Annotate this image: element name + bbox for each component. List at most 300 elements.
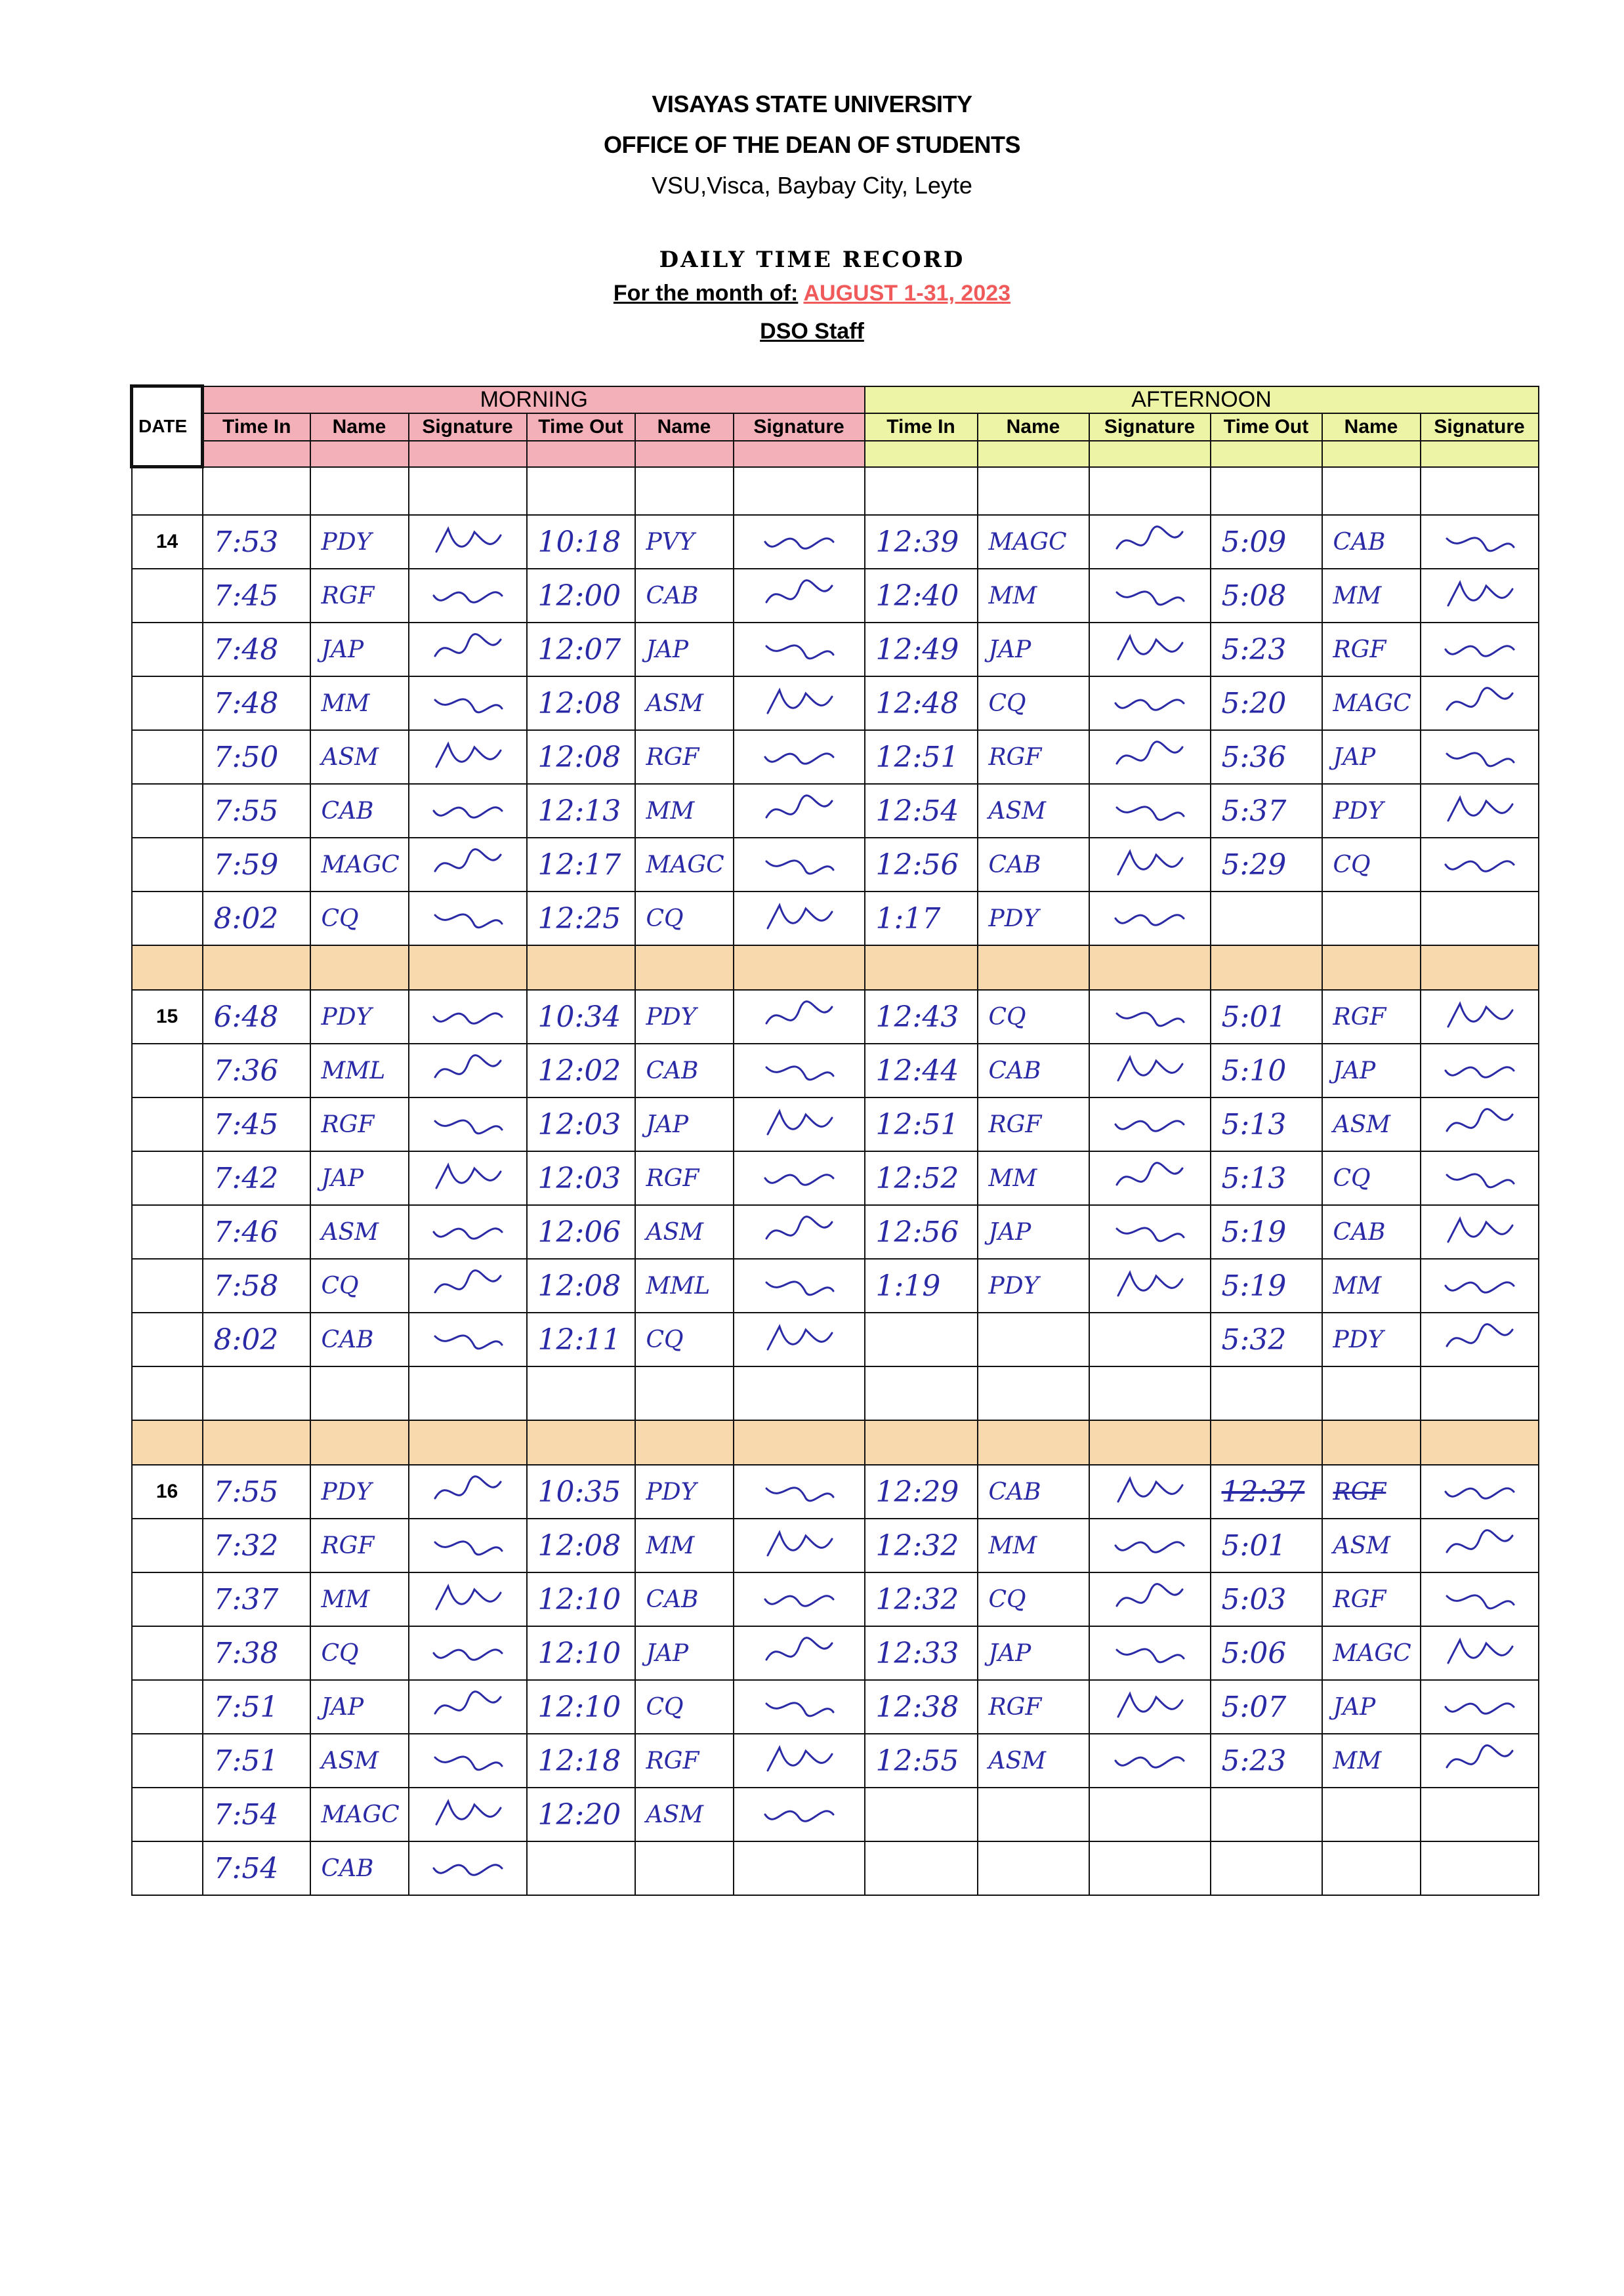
time-in-cell: 1:17 [865, 892, 978, 945]
signature-cell [734, 1366, 865, 1420]
name-cell: PDY [310, 990, 409, 1044]
date-cell-empty [132, 730, 203, 784]
date-cell-empty [132, 1366, 203, 1420]
signature-cell [1089, 1734, 1211, 1788]
band-cell [865, 441, 978, 467]
name-cell [1322, 1788, 1421, 1841]
spacer-row [132, 467, 1539, 516]
time-in-cell: 7:55 [203, 1465, 310, 1519]
signature-stroke [1115, 700, 1184, 710]
signature-scribble [1440, 576, 1519, 615]
month-line [0, 281, 1624, 306]
name-cell: RGF [978, 1097, 1089, 1151]
spacer-cell [734, 467, 865, 516]
signature-scribble [1440, 1580, 1519, 1619]
time-in-cell: 12:40 [865, 569, 978, 623]
signature-cell [1089, 1572, 1211, 1626]
signature-stroke [765, 1596, 833, 1607]
signature-stroke [1447, 1595, 1514, 1609]
signature-scribble [760, 1051, 839, 1090]
signature-cell [1089, 569, 1211, 623]
signature-stroke [436, 1801, 501, 1824]
signature-scribble [760, 997, 839, 1036]
name-cell: CQ [1322, 1151, 1421, 1205]
signature-stroke [1115, 915, 1184, 926]
table-row [132, 1465, 1539, 1519]
signature-scribble [428, 997, 507, 1036]
address: VSU,Visca, Baybay City, Leyte [652, 172, 972, 199]
office-name: OFFICE OF THE DEAN OF STUDENTS [603, 131, 1020, 158]
signature-stroke [1448, 583, 1512, 605]
signature-cell [1089, 1519, 1211, 1572]
signature-cell [1089, 676, 1211, 730]
name-cell: JAP [310, 1680, 409, 1734]
table-row [132, 1788, 1539, 1841]
time-in-cell: 1:19 [865, 1259, 978, 1313]
time-out-cell: 5:01 [1211, 1519, 1322, 1572]
signature-cell [1421, 676, 1539, 730]
name-cell: MAGC [635, 838, 734, 892]
signature-scribble [760, 576, 839, 615]
name-cell: CAB [978, 1044, 1089, 1097]
time-in-cell: 12:55 [865, 1734, 978, 1788]
name-cell: MML [635, 1259, 734, 1313]
signature-scribble [760, 1795, 839, 1834]
spacer-cell [635, 1420, 734, 1465]
separator-row [132, 945, 1539, 990]
signature-stroke [1447, 753, 1514, 766]
name-cell: CAB [1322, 515, 1421, 569]
signature-stroke [766, 796, 832, 817]
signature-cell [1421, 1044, 1539, 1097]
name-cell: CAB [310, 1313, 409, 1366]
name-cell: CQ [978, 1572, 1089, 1626]
signature-cell [1421, 1151, 1539, 1205]
signature-cell [1421, 1572, 1539, 1626]
date-cell-empty [132, 784, 203, 838]
signature-cell [734, 1680, 865, 1734]
spacer-cell [1089, 1420, 1211, 1465]
signature-cell [734, 515, 865, 569]
name-cell [310, 1366, 409, 1420]
name-cell: CAB [310, 1841, 409, 1895]
date-header: DATE [132, 386, 203, 467]
time-in-cell: 12:43 [865, 990, 978, 1044]
signature-cell [1421, 1205, 1539, 1259]
name-cell: CAB [1322, 1205, 1421, 1259]
name-cell: CQ [310, 1259, 409, 1313]
signature-stroke [435, 634, 501, 656]
signature-cell [734, 1626, 865, 1680]
time-out-cell: 5:01 [1211, 990, 1322, 1044]
name-cell: RGF [310, 569, 409, 623]
signature-stroke [1446, 646, 1514, 657]
name-cell: JAP [978, 623, 1089, 676]
signature-stroke [1447, 538, 1514, 551]
band-cell [1089, 441, 1211, 467]
time-in-cell: 7:48 [203, 623, 310, 676]
signature-scribble [428, 1158, 507, 1198]
spacer-cell [734, 945, 865, 990]
signature-cell [409, 1734, 527, 1788]
time-in-cell: 12:39 [865, 515, 978, 569]
spacer-cell [1211, 945, 1322, 990]
time-in-cell: 8:02 [203, 1313, 310, 1366]
signature-stroke [435, 914, 502, 928]
time-out-cell: 5:06 [1211, 1626, 1322, 1680]
name-cell: ASM [635, 1205, 734, 1259]
separator-row [132, 1420, 1539, 1465]
signature-stroke [435, 1477, 501, 1498]
date-cell: 15 [132, 990, 203, 1044]
name-cell: MM [978, 1519, 1089, 1572]
signature-scribble [1440, 630, 1519, 669]
time-out-cell: 5:08 [1211, 569, 1322, 623]
date-cell-empty [132, 838, 203, 892]
signature-stroke [765, 1811, 833, 1822]
time-out-cell: 12:10 [527, 1572, 635, 1626]
spacer-cell [409, 467, 527, 516]
signature-stroke [1118, 1694, 1182, 1717]
name-cell: MM [1322, 1734, 1421, 1788]
signature-stroke [1118, 1057, 1182, 1080]
name-cell [1322, 1841, 1421, 1895]
time-out-cell: 5:13 [1211, 1151, 1322, 1205]
name-cell: ASM [310, 730, 409, 784]
time-out-cell: 12:10 [527, 1626, 635, 1680]
signature-cell [734, 838, 865, 892]
name-cell [978, 1313, 1089, 1366]
signature-cell [1089, 1626, 1211, 1680]
name-cell: ASM [978, 1734, 1089, 1788]
name-cell: MM [1322, 569, 1421, 623]
name-cell: CQ [310, 892, 409, 945]
signature-stroke [1447, 1174, 1514, 1187]
signature-cell [409, 676, 527, 730]
time-out-cell: 5:23 [1211, 1734, 1322, 1788]
signature-stroke [766, 1067, 833, 1080]
time-out-cell [1211, 1366, 1322, 1420]
signature-cell [409, 730, 527, 784]
time-in-cell: 7:51 [203, 1734, 310, 1788]
signature-cell [409, 838, 527, 892]
name-cell [978, 1788, 1089, 1841]
signature-stroke [436, 529, 501, 552]
time-in-cell: 7:55 [203, 784, 310, 838]
name-cell [1322, 892, 1421, 945]
spacer-cell [635, 467, 734, 516]
signature-cell [734, 1465, 865, 1519]
name-cell: RGF [635, 730, 734, 784]
table-row [132, 784, 1539, 838]
name-cell: CQ [635, 1313, 734, 1366]
time-in-cell: 7:32 [203, 1519, 310, 1572]
name-cell: ASM [310, 1205, 409, 1259]
month-value: AUGUST 1-31, 2023 [803, 281, 1011, 306]
name-cell: MM [635, 784, 734, 838]
name-cell: MM [635, 1519, 734, 1572]
signature-stroke [768, 690, 832, 713]
signature-stroke [434, 592, 502, 603]
name-cell: PDY [635, 1465, 734, 1519]
spacer-cell [310, 945, 409, 990]
time-out-cell: 12:06 [527, 1205, 635, 1259]
date-cell-empty [132, 569, 203, 623]
signature-stroke [436, 1586, 501, 1609]
time-out-cell: 10:18 [527, 515, 635, 569]
col-header-signature: Signature [1421, 413, 1539, 441]
spacer-cell [978, 945, 1089, 990]
signature-scribble [1110, 1472, 1189, 1511]
time-out-cell: 5:37 [1211, 784, 1322, 838]
name-cell: CQ [635, 1680, 734, 1734]
date-cell-empty [132, 1151, 203, 1205]
time-in-cell: 7:46 [203, 1205, 310, 1259]
name-cell: CAB [978, 838, 1089, 892]
signature-cell [734, 676, 865, 730]
signature-scribble [1440, 1051, 1519, 1090]
spacer-cell [203, 467, 310, 516]
time-out-cell: 12:00 [527, 569, 635, 623]
spacer-cell [132, 1420, 203, 1465]
col-header-time-out: Time Out [527, 413, 635, 441]
signature-stroke [1115, 1121, 1184, 1132]
signature-stroke [1117, 1228, 1184, 1241]
time-in-cell: 12:32 [865, 1519, 978, 1572]
name-cell: MAGC [310, 838, 409, 892]
month-label: For the month of: [613, 281, 799, 306]
time-record-table [130, 384, 1539, 1896]
name-cell: CAB [310, 784, 409, 838]
signature-scribble [760, 1472, 839, 1511]
signature-cell [1421, 784, 1539, 838]
signature-stroke [766, 1703, 833, 1716]
time-out-cell: 5:32 [1211, 1313, 1322, 1366]
signature-cell [734, 1734, 865, 1788]
time-out-cell: 12:03 [527, 1097, 635, 1151]
signature-cell [1089, 990, 1211, 1044]
date-cell-empty [132, 1097, 203, 1151]
name-cell: MAGC [1322, 1626, 1421, 1680]
spacer-cell [1211, 467, 1322, 516]
col-header-name: Name [1322, 413, 1421, 441]
signature-scribble [1110, 576, 1189, 615]
signature-stroke [1447, 1109, 1512, 1131]
name-cell: ASM [1322, 1097, 1421, 1151]
signature-stroke [435, 1336, 502, 1349]
time-in-cell: 7:38 [203, 1626, 310, 1680]
name-cell: JAP [635, 1097, 734, 1151]
table-row [132, 1680, 1539, 1734]
name-cell: RGF [978, 730, 1089, 784]
band-cell [1322, 441, 1421, 467]
signature-stroke [765, 1175, 833, 1185]
signature-cell [409, 1259, 527, 1313]
name-cell: JAP [978, 1626, 1089, 1680]
signature-scribble [1110, 1633, 1189, 1673]
signature-scribble [760, 1105, 839, 1144]
name-cell: RGF [978, 1680, 1089, 1734]
signature-scribble [1110, 1580, 1189, 1619]
time-out-cell: 5:09 [1211, 515, 1322, 569]
signature-cell [409, 1841, 527, 1895]
date-cell-empty [132, 1734, 203, 1788]
signature-stroke [1117, 1649, 1184, 1662]
name-cell: MM [1322, 1259, 1421, 1313]
signature-scribble [1110, 845, 1189, 884]
name-cell [1322, 1366, 1421, 1420]
band-cell [409, 441, 527, 467]
signature-cell [409, 1519, 527, 1572]
signature-scribble [428, 1526, 507, 1565]
signature-cell [734, 1313, 865, 1366]
signature-stroke [766, 1638, 832, 1660]
time-out-cell: 5:07 [1211, 1680, 1322, 1734]
signature-scribble [428, 1105, 507, 1144]
time-out-cell: 12:17 [527, 838, 635, 892]
name-cell [978, 1841, 1089, 1895]
signature-scribble [760, 737, 839, 777]
signature-stroke [766, 646, 833, 659]
time-in-cell: 6:48 [203, 990, 310, 1044]
time-in-cell: 7:54 [203, 1788, 310, 1841]
time-in-cell: 12:51 [865, 1097, 978, 1151]
signature-scribble [760, 1741, 839, 1780]
signature-stroke [1118, 851, 1182, 874]
signature-scribble [428, 1580, 507, 1619]
signature-cell [409, 1366, 527, 1420]
date-cell-empty [132, 1626, 203, 1680]
table-row [132, 990, 1539, 1044]
signature-scribble [1110, 1741, 1189, 1780]
signature-scribble [1440, 1633, 1519, 1673]
signature-cell [1089, 1259, 1211, 1313]
name-cell: RGF [1322, 990, 1421, 1044]
spacer-cell [635, 945, 734, 990]
date-cell-empty [132, 676, 203, 730]
signature-scribble [1440, 684, 1519, 723]
signature-cell [1421, 892, 1539, 945]
signature-scribble [428, 1051, 507, 1090]
signature-scribble [1110, 1051, 1189, 1090]
signature-cell [1421, 1626, 1539, 1680]
signature-cell [734, 569, 865, 623]
signature-cell [1089, 1205, 1211, 1259]
signature-stroke [1117, 742, 1182, 764]
signature-scribble [428, 1795, 507, 1834]
signature-cell [1421, 1366, 1539, 1420]
signature-stroke [1118, 1479, 1182, 1502]
time-in-cell: 12:32 [865, 1572, 978, 1626]
signature-scribble [428, 737, 507, 777]
spacer-cell [310, 1420, 409, 1465]
time-out-cell: 5:36 [1211, 730, 1322, 784]
time-out-cell: 5:19 [1211, 1259, 1322, 1313]
time-out-cell: 5:19 [1211, 1205, 1322, 1259]
table-row [132, 676, 1539, 730]
time-in-cell: 12:51 [865, 730, 978, 784]
signature-stroke [434, 808, 502, 818]
col-header-signature: Signature [409, 413, 527, 441]
signature-scribble [1110, 899, 1189, 938]
signature-cell [1421, 1680, 1539, 1734]
signature-cell [409, 1572, 527, 1626]
signature-stroke [766, 861, 833, 874]
table-row [132, 1097, 1539, 1151]
signature-stroke [766, 1002, 832, 1023]
signature-cell [409, 1626, 527, 1680]
name-cell: JAP [310, 623, 409, 676]
name-cell: CAB [635, 1572, 734, 1626]
name-cell: CQ [1322, 838, 1421, 892]
signature-stroke [434, 1229, 502, 1239]
time-in-cell: 7:37 [203, 1572, 310, 1626]
name-cell: CAB [635, 1044, 734, 1097]
date-cell-empty [132, 1519, 203, 1572]
signature-stroke [768, 1326, 832, 1349]
signature-cell [734, 1519, 865, 1572]
signature-cell [1089, 1841, 1211, 1895]
signature-scribble [760, 791, 839, 830]
name-cell: MAGC [1322, 676, 1421, 730]
signature-scribble [428, 1849, 507, 1888]
signature-cell [1421, 623, 1539, 676]
table-row [132, 623, 1539, 676]
spacer-cell [865, 945, 978, 990]
signature-scribble [1110, 791, 1189, 830]
signature-stroke [1117, 527, 1182, 548]
name-cell: JAP [1322, 1680, 1421, 1734]
name-cell: MM [978, 1151, 1089, 1205]
signature-cell [734, 1572, 865, 1626]
time-out-cell: 5:10 [1211, 1044, 1322, 1097]
time-in-cell: 12:44 [865, 1044, 978, 1097]
signature-cell [409, 1788, 527, 1841]
signature-stroke [1448, 1640, 1512, 1663]
signature-scribble [1110, 1526, 1189, 1565]
section-header-row [132, 386, 1539, 413]
signature-scribble [760, 1687, 839, 1727]
signature-cell [1089, 1151, 1211, 1205]
signature-stroke [435, 1271, 501, 1292]
time-in-cell [865, 1366, 978, 1420]
afternoon-header: AFTERNOON [865, 386, 1539, 413]
signature-cell [409, 892, 527, 945]
signature-cell [1089, 1788, 1211, 1841]
table-row [132, 730, 1539, 784]
signature-scribble [1440, 997, 1519, 1036]
signature-stroke [1115, 1542, 1184, 1553]
time-in-cell [865, 1841, 978, 1895]
time-in-cell: 7:45 [203, 569, 310, 623]
signature-scribble [1110, 997, 1189, 1036]
signature-scribble [428, 1266, 507, 1305]
signature-scribble [428, 1212, 507, 1252]
time-in-cell: 7:36 [203, 1044, 310, 1097]
signature-cell [734, 1841, 865, 1895]
signature-stroke [768, 905, 832, 928]
signature-scribble [760, 1526, 839, 1565]
time-in-cell: 7:58 [203, 1259, 310, 1313]
table-row [132, 515, 1539, 569]
table-row [132, 1205, 1539, 1259]
signature-cell [409, 1313, 527, 1366]
signature-scribble [1440, 1266, 1519, 1305]
signature-scribble [760, 1158, 839, 1198]
signature-cell [1421, 1097, 1539, 1151]
signature-cell [734, 1788, 865, 1841]
signature-cell [1421, 1519, 1539, 1572]
